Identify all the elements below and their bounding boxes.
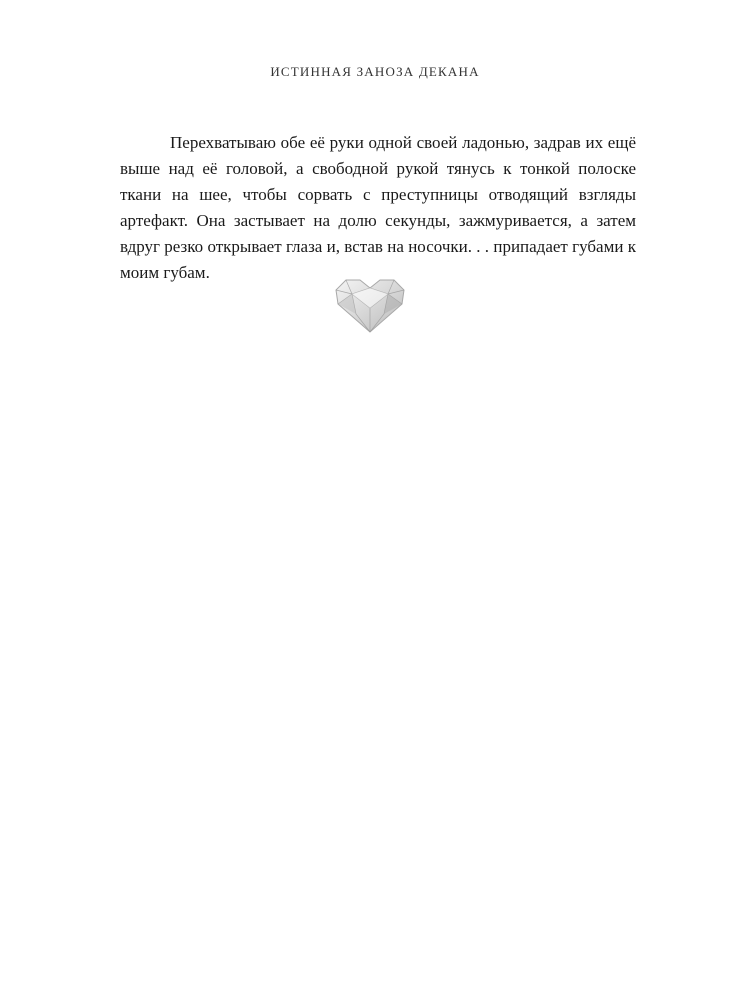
running-head-title: ИСТИННАЯ ЗАНОЗА ДЕКАНА — [270, 64, 480, 79]
body-text — [120, 130, 636, 286]
crystal-heart-icon — [330, 274, 410, 336]
paragraph: Перехватываю обе её руки одной своей ладонью, задрав их ещё выше над её головой, а свободной рукой тянусь к тонкой полоске ткани на шее, чтобы сорвать с преступницы отводящий взгляды артефакт. Она застывает на долю секунды, зажмуривается, а затем вдруг резко открывает глаза и, встав на носочки. . . припадает губами к моим губам. — [120, 133, 636, 282]
